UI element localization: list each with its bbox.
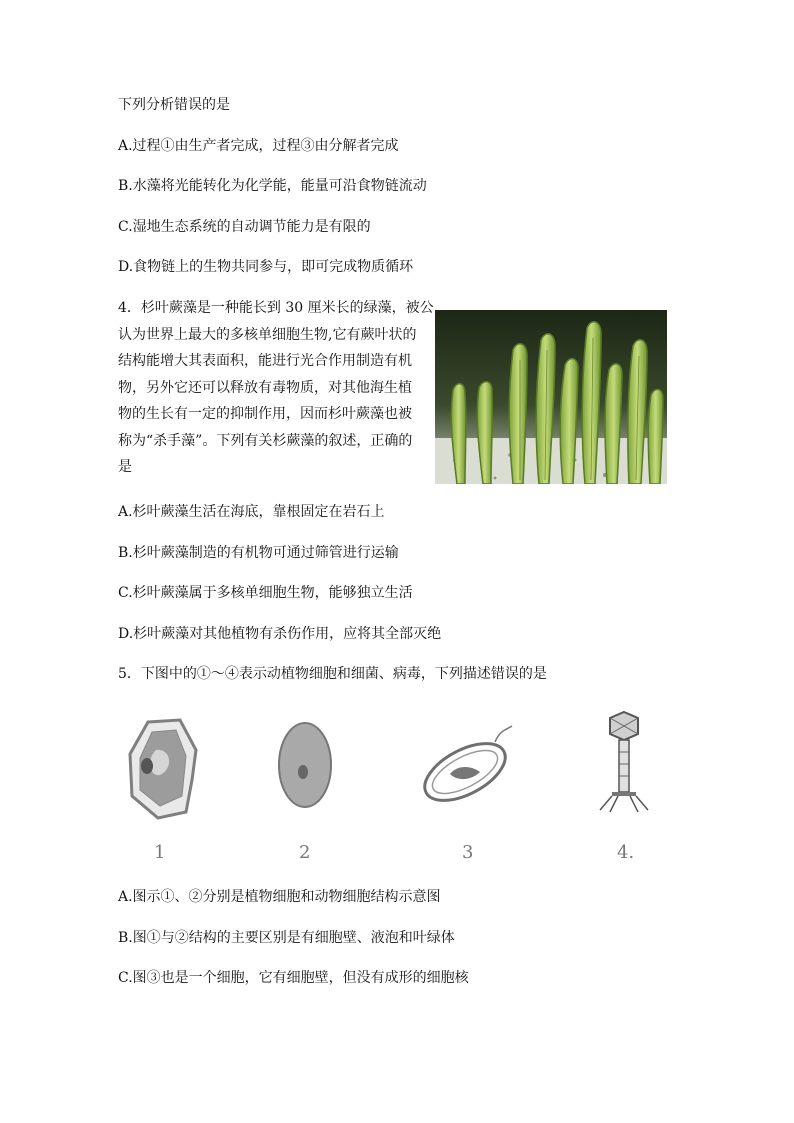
q3-option-a: A.过程①由生产者完成，过程③由分解者完成 (118, 138, 399, 154)
q4-stem-line: 是 (118, 459, 132, 475)
virus-figure (600, 712, 648, 812)
q3-option-c: C.湿地生态系统的自动调节能力是有限的 (118, 219, 371, 235)
q5-option-c: C.图③也是一个细胞，它有细胞壁，但没有成形的细胞核 (118, 970, 469, 986)
q4-stem-line: 物的生长有一定的抑制作用，因而杉叶蕨藻也被 (118, 406, 412, 422)
figure-label-2: 2 (299, 842, 311, 863)
cell-types-diagram (100, 700, 700, 870)
figure-label-4: 4. (617, 842, 635, 863)
algae-illustration (435, 310, 667, 484)
q4-stem-line: 结构能增大其表面积，能进行光合作用制造有机 (118, 353, 412, 369)
q4-option-a: A.杉叶蕨藻生活在海底，靠根固定在岩石上 (118, 504, 385, 520)
q3-option-d: D.食物链上的生物共同参与，即可完成物质循环 (118, 259, 414, 275)
caulerpa-algae-photo (435, 310, 667, 484)
q4-stem-line: 认为世界上最大的多核单细胞生物,它有蕨叶状的 (118, 326, 417, 343)
q4-stem (118, 295, 434, 481)
q5-option-a: A.图示①、②分别是植物细胞和动物细胞结构示意图 (118, 889, 441, 905)
plant-cell-figure (130, 720, 196, 818)
q5-stem: 5．下图中的①～④表示动植物细胞和细菌、病毒，下列描述错误的是 (118, 666, 547, 682)
q4-stem-line: 物，另外它还可以释放有毒物质，对其他海生植 (118, 379, 412, 396)
figure-label-1: 1 (154, 842, 166, 863)
q4-stem-line: 4．杉叶蕨藻是一种能长到 30 厘米长的绿藻，被公 (118, 300, 434, 316)
q4-stem-line: 称为“杀手藻”。下列有关杉蕨藻的叙述，正确的 (118, 432, 413, 449)
q5-option-b: B.图①与②结构的主要区别是有细胞壁、液泡和叶绿体 (118, 930, 455, 946)
bacterium-figure (416, 726, 514, 812)
q4-option-c: C.杉叶蕨藻属于多核单细胞生物，能够独立生活 (118, 585, 413, 601)
animal-cell-figure (279, 723, 331, 807)
q4-option-b: B.杉叶蕨藻制造的有机物可通过筛管进行运输 (118, 545, 399, 561)
figure-label-3: 3 (462, 842, 474, 863)
q4-option-d: D.杉叶蕨藻对其他植物有杀伤作用，应将其全部灭绝 (118, 626, 442, 642)
q3-option-b: B.水藻将光能转化为化学能，能量可沿食物链流动 (118, 178, 427, 194)
q3-stem: 下列分析错误的是 (118, 97, 230, 113)
